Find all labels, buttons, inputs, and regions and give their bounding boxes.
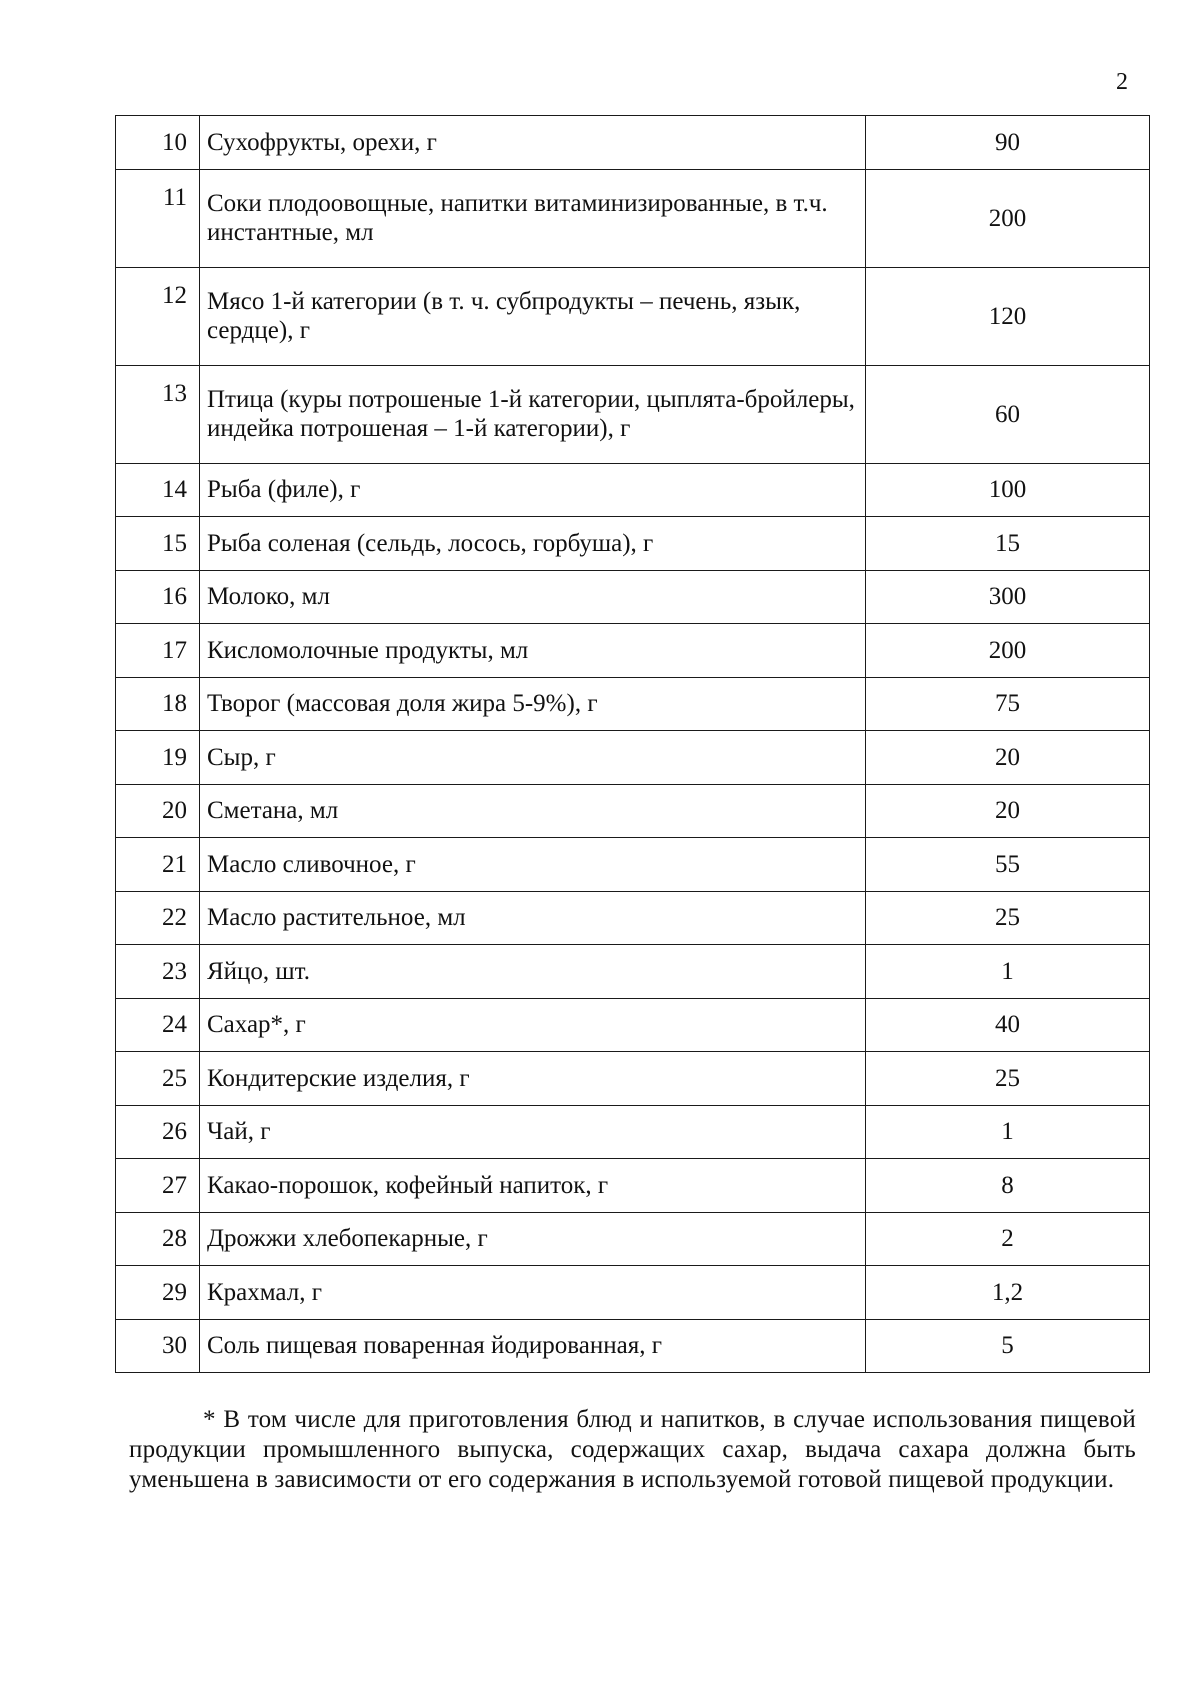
table-row: [116, 517, 1150, 571]
product-name: Яйцо, шт.: [200, 945, 866, 999]
table-row: [116, 1266, 1150, 1320]
product-amount: 1: [866, 945, 1150, 999]
product-amount: 5: [866, 1319, 1150, 1373]
product-name: Сахар*, г: [200, 998, 866, 1052]
product-amount: 40: [866, 998, 1150, 1052]
sugar-footnote: * В том числе для приготовления блюд и напитков, в случае использования пищевой продукции промышленного выпуска, содержащих сахар, выдача сахара должна быть уменьшена в зависимости от его содержания в используемой готовой пищевой продукции.: [129, 1406, 1136, 1493]
row-number: 22: [116, 891, 200, 945]
row-number: 17: [116, 624, 200, 678]
table-row: [116, 1212, 1150, 1266]
product-amount: 200: [866, 169, 1150, 267]
product-amount: 200: [866, 624, 1150, 678]
row-number: 10: [116, 116, 200, 170]
product-amount: 60: [866, 365, 1150, 463]
row-number: 16: [116, 570, 200, 624]
row-number: 12: [116, 267, 200, 365]
row-number: 23: [116, 945, 200, 999]
row-number: 27: [116, 1159, 200, 1213]
row-number: 15: [116, 517, 200, 571]
product-name: Рыба (филе), г: [200, 463, 866, 517]
product-name: Дрожжи хлебопекарные, г: [200, 1212, 866, 1266]
row-number: 26: [116, 1105, 200, 1159]
table-row: [116, 1105, 1150, 1159]
product-amount: 8: [866, 1159, 1150, 1213]
row-number: 21: [116, 838, 200, 892]
product-amount: 1: [866, 1105, 1150, 1159]
product-amount: 20: [866, 784, 1150, 838]
product-name: Птица (куры потрошеные 1-й категории, цыплята-бройлеры, индейка потрошеная – 1-й категории), г: [200, 365, 866, 463]
table-row: [116, 267, 1150, 365]
table-row: [116, 365, 1150, 463]
table-row: [116, 677, 1150, 731]
product-amount: 20: [866, 731, 1150, 785]
row-number: 24: [116, 998, 200, 1052]
row-number: 20: [116, 784, 200, 838]
product-name: Масло сливочное, г: [200, 838, 866, 892]
row-number: 11: [116, 169, 200, 267]
table-row: [116, 570, 1150, 624]
product-name: Соль пищевая поваренная йодированная, г: [200, 1319, 866, 1373]
row-number: 14: [116, 463, 200, 517]
row-number: 28: [116, 1212, 200, 1266]
product-amount: 100: [866, 463, 1150, 517]
product-amount: 15: [866, 517, 1150, 571]
product-amount: 25: [866, 891, 1150, 945]
table-row: [116, 624, 1150, 678]
product-amount: 1,2: [866, 1266, 1150, 1320]
table-row: [116, 998, 1150, 1052]
product-name: Масло растительное, мл: [200, 891, 866, 945]
row-number: 19: [116, 731, 200, 785]
product-name: Сухофрукты, орехи, г: [200, 116, 866, 170]
product-name: Кондитерские изделия, г: [200, 1052, 866, 1106]
product-name: Рыба соленая (сельдь, лосось, горбуша), г: [200, 517, 866, 571]
food-norms-table: [115, 115, 1150, 1373]
product-name: Молоко, мл: [200, 570, 866, 624]
product-amount: 2: [866, 1212, 1150, 1266]
product-name: Соки плодоовощные, напитки витаминизированные, в т.ч. инстантные, мл: [200, 169, 866, 267]
product-amount: 120: [866, 267, 1150, 365]
table-row: [116, 731, 1150, 785]
table-row: [116, 1319, 1150, 1373]
row-number: 29: [116, 1266, 200, 1320]
table-row: [116, 116, 1150, 170]
product-amount: 75: [866, 677, 1150, 731]
row-number: 13: [116, 365, 200, 463]
row-number: 30: [116, 1319, 200, 1373]
table-row: [116, 463, 1150, 517]
norms-table-container: [115, 115, 1149, 1373]
product-name: Крахмал, г: [200, 1266, 866, 1320]
product-amount: 25: [866, 1052, 1150, 1106]
page-number: 2: [1116, 69, 1128, 95]
table-row: [116, 838, 1150, 892]
product-amount: 55: [866, 838, 1150, 892]
row-number: 18: [116, 677, 200, 731]
table-row: [116, 1159, 1150, 1213]
product-amount: 300: [866, 570, 1150, 624]
product-name: Чай, г: [200, 1105, 866, 1159]
row-number: 25: [116, 1052, 200, 1106]
table-row: [116, 1052, 1150, 1106]
product-name: Кисломолочные продукты, мл: [200, 624, 866, 678]
table-row: [116, 169, 1150, 267]
product-amount: 90: [866, 116, 1150, 170]
table-row: [116, 891, 1150, 945]
product-name: Какао-порошок, кофейный напиток, г: [200, 1159, 866, 1213]
product-name: Мясо 1-й категории (в т. ч. субпродукты – печень, язык, сердце), г: [200, 267, 866, 365]
product-name: Творог (массовая доля жира 5-9%), г: [200, 677, 866, 731]
product-name: Сыр, г: [200, 731, 866, 785]
product-name: Сметана, мл: [200, 784, 866, 838]
table-row: [116, 784, 1150, 838]
table-row: [116, 945, 1150, 999]
